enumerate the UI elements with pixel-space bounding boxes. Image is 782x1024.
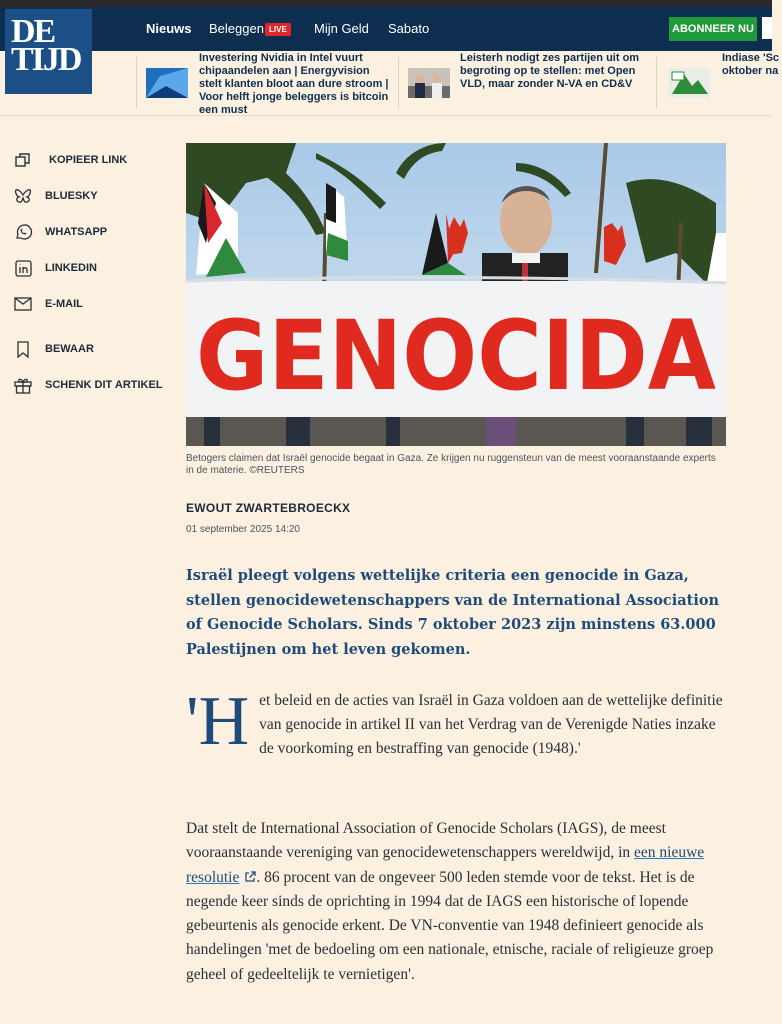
paragraph-text: et beleid en de acties van Israël in Gaza voldoen aan de wettelijke definitie van genocide in artikel II van het Verdrag van de Verenigde Naties inzake de voorkoming en bestraffing van genocide (1948).' [259, 692, 723, 757]
de-tijd-logo[interactable] [5, 9, 92, 94]
banner-text: GENOCIDA [196, 300, 716, 412]
share-label: KOPIEER LINK [49, 154, 128, 166]
article-paragraph [186, 683, 726, 761]
share-label: BEWAAR [45, 343, 94, 355]
share-label: BLUESKY [45, 190, 98, 202]
paragraph-text: Dat stelt de International Association of Genocide Scholars (IAGS), de meest vooraanstaande vereniging van genocidewetenschappers wereldwijd, in [186, 820, 666, 862]
teaser-thumbnail [408, 68, 450, 98]
drop-cap: 'H [186, 683, 250, 760]
whatsapp-icon [14, 223, 32, 241]
link-text: een nieuwe resolutie [186, 844, 705, 886]
teaser-headline: Investering Nvidia in Intel vuurt chipaandelen aan | Energyvision stelt klanten bloot aan dure stroom | Voor helft jonge beleggers is bitcoin een must [199, 52, 389, 116]
publish-date: 01 september 2025 14:20 [186, 524, 300, 535]
live-badge: LIVE [265, 23, 291, 36]
article-photo[interactable] [186, 143, 726, 446]
share-label: SCHENK DIT ARTIKEL [45, 379, 163, 391]
copy-icon [14, 151, 32, 169]
bookmark-button[interactable] [14, 339, 174, 359]
share-label: E-MAIL [45, 298, 83, 310]
linkedin-button[interactable] [14, 258, 174, 278]
nav-nieuws[interactable]: Nieuws [146, 21, 192, 36]
mail-icon [14, 295, 32, 313]
teaser-thumbnail [146, 68, 188, 98]
external-link-icon [244, 871, 256, 883]
top-navbar [0, 7, 772, 51]
paragraph-text: . 86 procent van de ongeveer 500 leden stemde voor de tekst. Het is de negende keer sinds de oprichting in 1994 dat de IAGS een historische of lopende gebeurtenis als genocide erkent. De VN-conventie van 1948 definieert genocide als handelingen 'met de bedoeling om een nationale, etnische, raciale of religieuze groep geheel of gedeeltelijk te vernietigen'. [186, 868, 714, 983]
whatsapp-button[interactable] [14, 222, 174, 242]
news-teaser-bar [0, 51, 780, 116]
share-label: LINKEDIN [45, 262, 97, 274]
email-button[interactable] [14, 294, 174, 314]
bluesky-icon [14, 187, 32, 205]
teaser-headline: Indiase 'Sc oktober na [722, 52, 780, 77]
nav-sabato[interactable]: Sabato [388, 21, 430, 36]
copy-link-button[interactable] [14, 150, 174, 170]
gift-article-button[interactable] [14, 375, 174, 395]
gift-icon [14, 376, 32, 394]
photo-caption: Betogers claimen dat Israël genocide begaat in Gaza. Ze krijgen nu ruggensteun van de meest vooraanstaande experts in de materie. ©REUTERS [186, 453, 716, 476]
logo-line-2: TIJD [11, 41, 81, 78]
subscribe-button[interactable]: ABONNEER NU [669, 17, 757, 41]
article-paragraph [186, 817, 726, 987]
teaser-thumbnail [668, 68, 710, 98]
article-lead: Israël pleegt volgens wettelijke criteria een genocide in Gaza, stellen genocidewetenschappers van de International Association of Genocide Scholars. Sinds 7 oktober 2023 zijn minstens 63.000 Palestijnen om het leven gekomen. [186, 567, 720, 658]
share-label: WHATSAPP [45, 226, 108, 238]
linkedin-icon [14, 259, 32, 277]
bookmark-icon [14, 340, 32, 358]
teaser-headline: Leisterh nodigt zes partijen uit om begroting op te stellen: met Open VLD, maar zonder N-VA en CD&V [460, 52, 640, 90]
bluesky-button[interactable] [14, 186, 174, 206]
teaser-item[interactable] [656, 51, 780, 116]
nav-mijn-geld[interactable]: Mijn Geld [314, 21, 369, 36]
browser-strip [0, 0, 772, 7]
teaser-item[interactable] [398, 51, 656, 116]
account-button[interactable] [762, 17, 772, 39]
teaser-item[interactable] [136, 51, 398, 116]
logo-line-1: DE [11, 13, 55, 50]
protest-image [186, 143, 726, 446]
author-name[interactable]: EWOUT ZWARTEBROECKX [186, 501, 351, 515]
nav-beleggen[interactable]: Beleggen [209, 21, 264, 36]
